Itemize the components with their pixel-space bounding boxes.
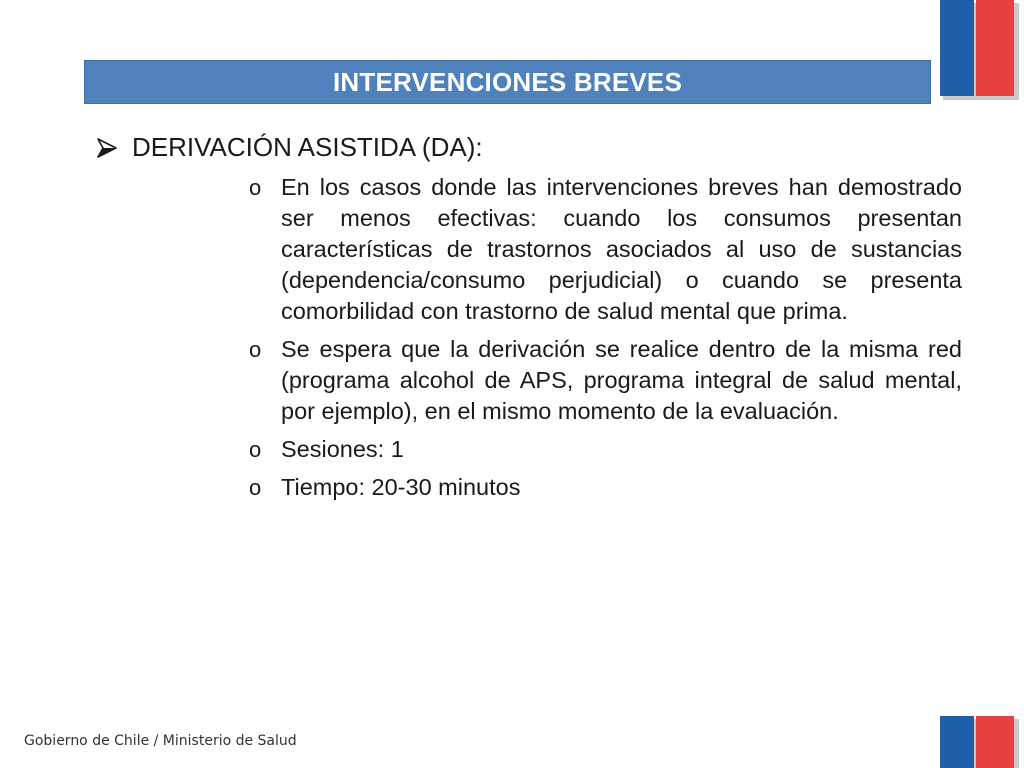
bullet-marker: o	[249, 437, 262, 462]
bullet-marker: o	[249, 337, 262, 362]
list-item	[246, 434, 962, 465]
arrow-bullet-icon	[96, 137, 118, 159]
list-item	[246, 472, 962, 503]
section-heading-label: DERIVACIÓN ASISTIDA (DA):	[132, 132, 483, 162]
list-item	[246, 334, 962, 427]
list-item	[246, 172, 962, 327]
bullet-text: Tiempo: 20-30 minutos	[281, 474, 521, 500]
bullet-list	[246, 172, 962, 510]
chile-flag-stripe-icon	[940, 0, 1020, 100]
title-bar	[84, 60, 931, 104]
chile-flag-stripe-icon	[940, 716, 1020, 768]
bullet-marker: o	[249, 475, 262, 500]
footer-text: Gobierno de Chile / Ministerio de Salud	[24, 733, 297, 749]
section-heading	[96, 132, 483, 163]
bullet-text: Se espera que la derivación se realice dentro de la misma red (programa alcohol de APS, programa integral de salud mental, por ejemplo), en el mismo momento de la evaluación.	[281, 336, 962, 424]
page-title: INTERVENCIONES BREVES	[332, 66, 683, 97]
bullet-marker: o	[249, 175, 262, 200]
bullet-text: En los casos donde las intervenciones breves han demostrado ser menos efectivas: cuando los consumos presentan características de trastornos asociados al uso de sustancias (dependencia/consumo perjudicial) o cuando se presenta comorbilidad con trastorno de salud mental que prima.	[281, 174, 962, 324]
bullet-text: Sesiones: 1	[281, 436, 404, 462]
